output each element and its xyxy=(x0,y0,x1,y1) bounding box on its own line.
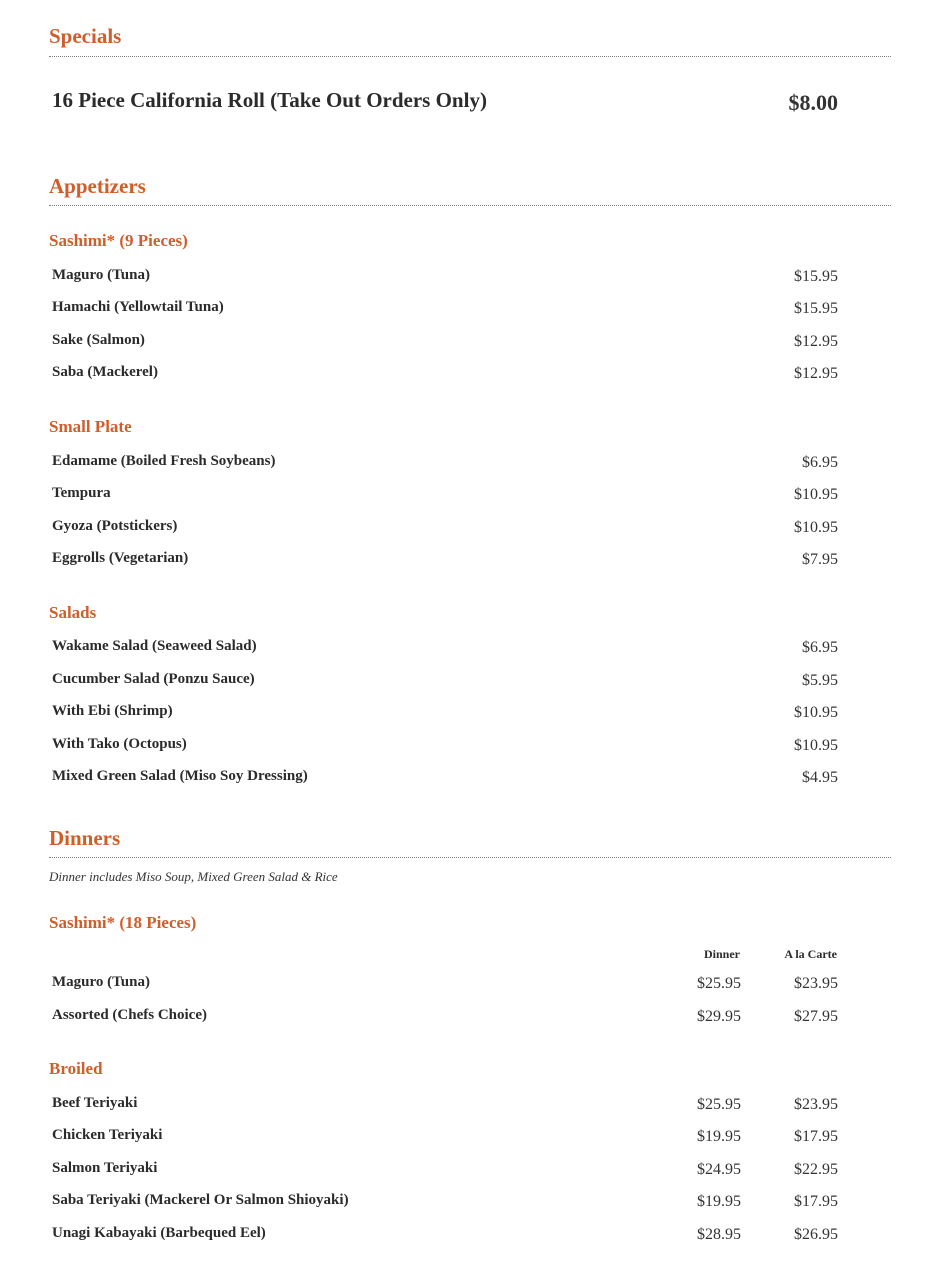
item-name: Gyoza (Potstickers) xyxy=(52,518,178,534)
item-price-a-la-carte: $26.95 xyxy=(794,1226,838,1243)
section-title-appetizers: Appetizers xyxy=(49,174,146,198)
menu-item xyxy=(52,769,838,791)
menu-item xyxy=(52,1161,838,1183)
item-name: 16 Piece California Roll (Take Out Orders Only) xyxy=(52,88,487,112)
subsection-title-sashimi-18: Sashimi* (18 Pieces) xyxy=(49,913,197,932)
item-price: $15.95 xyxy=(794,300,838,317)
menu-item xyxy=(52,486,838,508)
menu-item xyxy=(52,1226,838,1248)
item-price-a-la-carte: $27.95 xyxy=(794,1008,838,1025)
item-price: $5.95 xyxy=(802,672,838,689)
item-price: $10.95 xyxy=(794,704,838,721)
menu-item xyxy=(52,672,838,694)
item-name: Saba Teriyaki (Mackerel Or Salmon Shioyaki) xyxy=(52,1192,349,1208)
item-name: Chicken Teriyaki xyxy=(52,1127,163,1143)
item-price: $15.95 xyxy=(794,268,838,285)
menu-item xyxy=(52,300,838,322)
item-price: $10.95 xyxy=(794,519,838,536)
item-name: Maguro (Tuna) xyxy=(52,267,150,283)
menu-item xyxy=(52,1008,838,1030)
menu-item xyxy=(52,519,838,541)
subsection-title-salads: Salads xyxy=(49,603,97,622)
section-title-dinners: Dinners xyxy=(49,826,121,850)
item-name: Saba (Mackerel) xyxy=(52,364,158,380)
item-name: Beef Teriyaki xyxy=(52,1095,138,1111)
menu-item xyxy=(52,704,838,726)
menu-item xyxy=(52,737,838,759)
section-title-specials: Specials xyxy=(49,24,122,48)
menu-item xyxy=(52,975,838,997)
menu-item xyxy=(52,268,838,290)
item-name: Sake (Salmon) xyxy=(52,332,145,348)
item-name: Unagi Kabayaki (Barbequed Eel) xyxy=(52,1225,266,1241)
item-price: $6.95 xyxy=(802,454,838,471)
subsection-title-sashimi-9: Sashimi* (9 Pieces) xyxy=(49,231,188,250)
column-header-dinner: Dinner xyxy=(704,947,740,961)
menu-item xyxy=(52,365,838,387)
item-name: Mixed Green Salad (Miso Soy Dressing) xyxy=(52,768,308,784)
item-price-dinner: $24.95 xyxy=(697,1161,741,1178)
item-price: $12.95 xyxy=(794,365,838,382)
subsection-title-broiled: Broiled xyxy=(49,1059,103,1078)
menu-item xyxy=(52,333,838,355)
item-price-a-la-carte: $17.95 xyxy=(794,1128,838,1145)
item-name: Tempura xyxy=(52,485,111,501)
item-price: $7.95 xyxy=(802,551,838,568)
menu-item xyxy=(52,639,838,661)
menu-item xyxy=(52,1096,838,1118)
menu-item xyxy=(52,454,838,476)
item-price: $10.95 xyxy=(794,486,838,503)
item-name: Hamachi (Yellowtail Tuna) xyxy=(52,299,224,315)
item-price: $12.95 xyxy=(794,333,838,350)
item-price-a-la-carte: $23.95 xyxy=(794,1096,838,1113)
item-price-dinner: $29.95 xyxy=(697,1008,741,1025)
item-name: Maguro (Tuna) xyxy=(52,974,150,990)
item-price: $8.00 xyxy=(788,90,838,115)
item-name: Eggrolls (Vegetarian) xyxy=(52,550,189,566)
item-name: With Ebi (Shrimp) xyxy=(52,703,173,719)
menu-item xyxy=(52,1193,838,1215)
item-price: $6.95 xyxy=(802,639,838,656)
item-price-a-la-carte: $23.95 xyxy=(794,975,838,992)
item-price-a-la-carte: $22.95 xyxy=(794,1161,838,1178)
item-price-dinner: $19.95 xyxy=(697,1193,741,1210)
column-header-a-la-carte: A la Carte xyxy=(784,947,837,961)
menu-item-special xyxy=(52,88,838,115)
item-price-dinner: $25.95 xyxy=(697,1096,741,1113)
item-price: $4.95 xyxy=(802,769,838,786)
item-price-dinner: $19.95 xyxy=(697,1128,741,1145)
section-divider xyxy=(49,56,891,57)
subsection-title-small-plate: Small Plate xyxy=(49,417,132,436)
section-divider xyxy=(49,857,891,858)
item-price-dinner: $25.95 xyxy=(697,975,741,992)
item-name: With Tako (Octopus) xyxy=(52,736,187,752)
menu-item xyxy=(52,551,838,573)
item-price-dinner: $28.95 xyxy=(697,1226,741,1243)
section-divider xyxy=(49,205,891,206)
item-name: Salmon Teriyaki xyxy=(52,1160,158,1176)
item-price-a-la-carte: $17.95 xyxy=(794,1193,838,1210)
dinner-note: Dinner includes Miso Soup, Mixed Green Salad & Rice xyxy=(49,869,338,884)
item-name: Wakame Salad (Seaweed Salad) xyxy=(52,638,257,654)
menu-item xyxy=(52,1128,838,1150)
item-price: $10.95 xyxy=(794,737,838,754)
item-name: Assorted (Chefs Choice) xyxy=(52,1007,207,1023)
item-name: Cucumber Salad (Ponzu Sauce) xyxy=(52,671,255,687)
item-name: Edamame (Boiled Fresh Soybeans) xyxy=(52,453,276,469)
